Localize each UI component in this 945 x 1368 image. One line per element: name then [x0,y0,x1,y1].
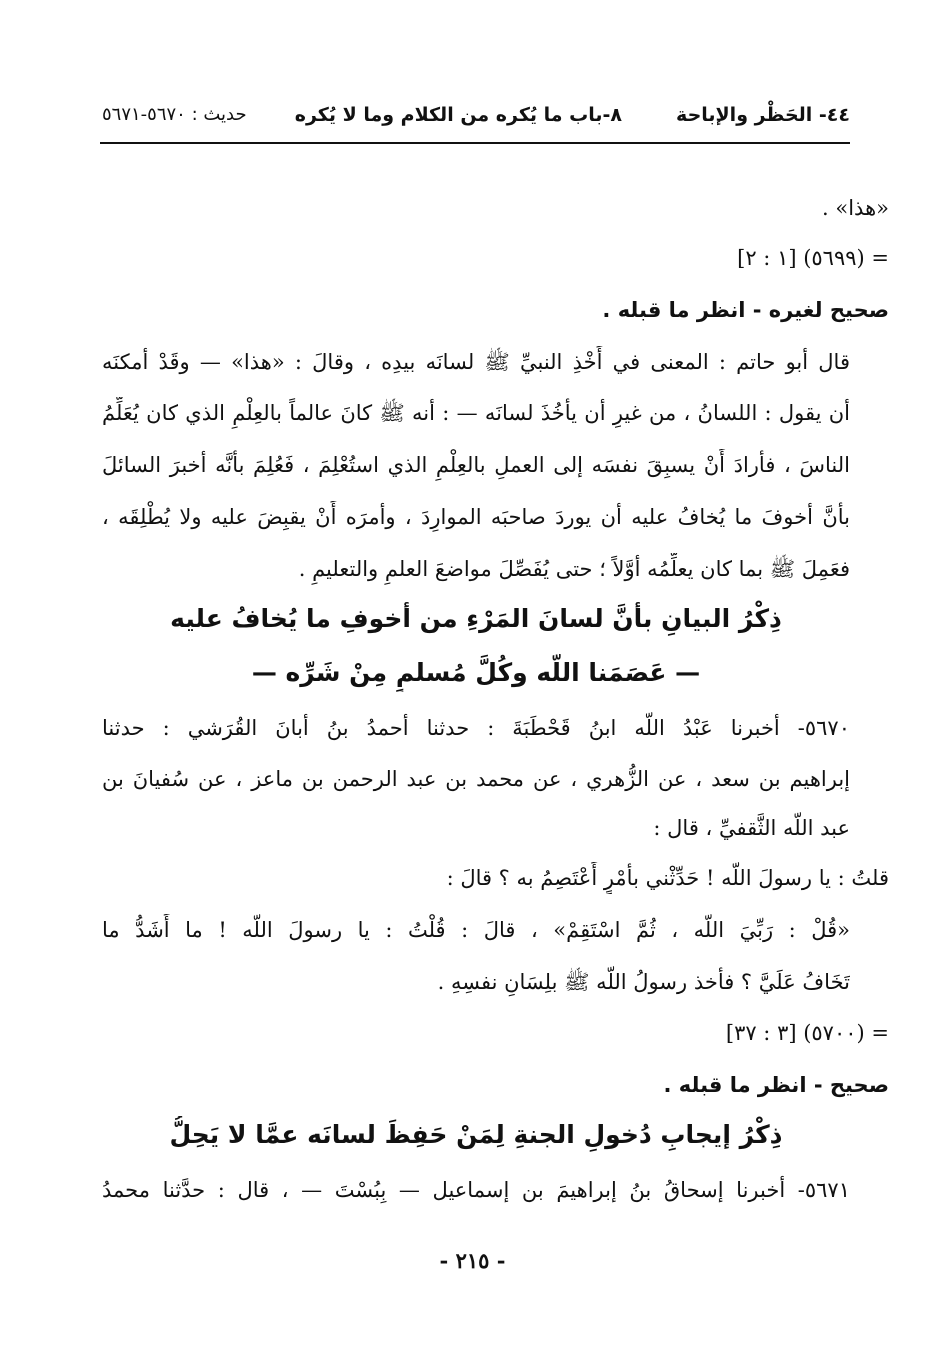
text-line: أن يقول : اللسانُ ، من غيرِ أن يأخُذَ لسانَه — : أنه ﷺ كانَ عالماً بالعِلْمِ الذي كان يُعَلِّمُ [102,401,850,425]
text-line: ٥٦٧٠- أخبرنا عَبْدُ اللّه ابنُ قَحْطَبَةَ : حدثنا أحمدُ بنُ أبانَ القُرَشي : حدثنا [102,716,850,740]
section-heading: ذِكْرُ إيجابِ دُخولِ الجنةِ لِمَنْ حَفِظَ لسانَه عمَّا لا يَحِلُّ [169,1120,783,1149]
chapter-title: ٨-باب ما يُكره من الكلام وما لا يُكره [294,104,622,126]
text-line: إبراهيم بن سعد ، عن الزُّهري ، عن محمد بن عبد الرحمن بن ماعز ، عن سُفيانَ بن [102,767,850,791]
page-number: - ٢١٥ - [439,1248,506,1273]
text-line: بأَنَّ أخوفَ ما يُخافُ عليه أن يوردَ صاحبَه الموارِدَ ، وأمرَه أَنْ يقبِضَ عليه ولا يُطْلِقَه ، [102,505,850,529]
grading-line: صحيح لغيره - انظر ما قبله . [602,298,889,322]
text-line: «هذا» . [822,196,889,220]
running-header [102,100,850,134]
hadith-range: حديث : ٥٦٧٠-٥٦٧١ [102,104,247,125]
text-line: قلتُ : يا رسولَ اللّه ! حَدِّثْني بأمْرٍ أَعْتَصِمُ به ؟ قالَ : [446,866,889,890]
header-rule [100,142,850,144]
section-heading: ذِكْرُ البيانِ بأنَّ لسانَ المَرْءِ من أخوفِ ما يُخافُ عليه [170,604,782,633]
reference-line: = (٥٦٩٩) [١ : ٢] [737,246,889,270]
text-line: قال أبو حاتم : المعنى في أَخْذِ النبيِّ ﷺ لسانَه بيدِه ، وقالَ : «هذا» — وقَدْ أمكنَه [102,350,850,374]
grading-line: صحيح - انظر ما قبله . [663,1073,889,1097]
text-line: عبد اللّه الثَّقفيِّ ، قال : [653,816,850,840]
text-line: ٥٦٧١- أخبرنا إسحاقُ بنُ إبراهيمَ بن إسماعيل — بِبُسْتَ — ، قال : حدَّثنا محمدُ [102,1178,850,1202]
section-heading: — عَصَمَنا اللّه وكُلَّ مُسلمٍ مِنْ شَرِّه — [251,658,701,687]
text-line: تَخَافُ عَلَيَّ ؟ فأخذ رسولُ اللّه ﷺ بلِسَانِ نفسِهِ . [437,970,850,994]
book-title: ٤٤- الحَظْر والإباحة [676,104,850,126]
reference-line: = (٥٧٠٠) [٣ : ٣٧] [725,1021,889,1045]
text-line: «قُلْ : رَبِّيَ اللّه ، ثُمَّ اسْتَقِمْ» ، قالَ : قُلْتُ : يا رسولَ اللّه ! ما أَشَدُّ ما [102,918,850,942]
text-line: فعَمِلَ ﷺ بما كان يعلِّمُه أوَّلاً ؛ حتى يُفَصِّلَ مواضعَ العلمِ والتعليمِ . [298,557,850,581]
text-line: الناسَ ، فأرادَ أَنْ يسبِقَ نفسَه إلى العملِ بالعِلْمِ الذي استُعْلِمَ ، فَعُلِمَ بأنَّه أخبرَ السائلَ [102,453,850,477]
